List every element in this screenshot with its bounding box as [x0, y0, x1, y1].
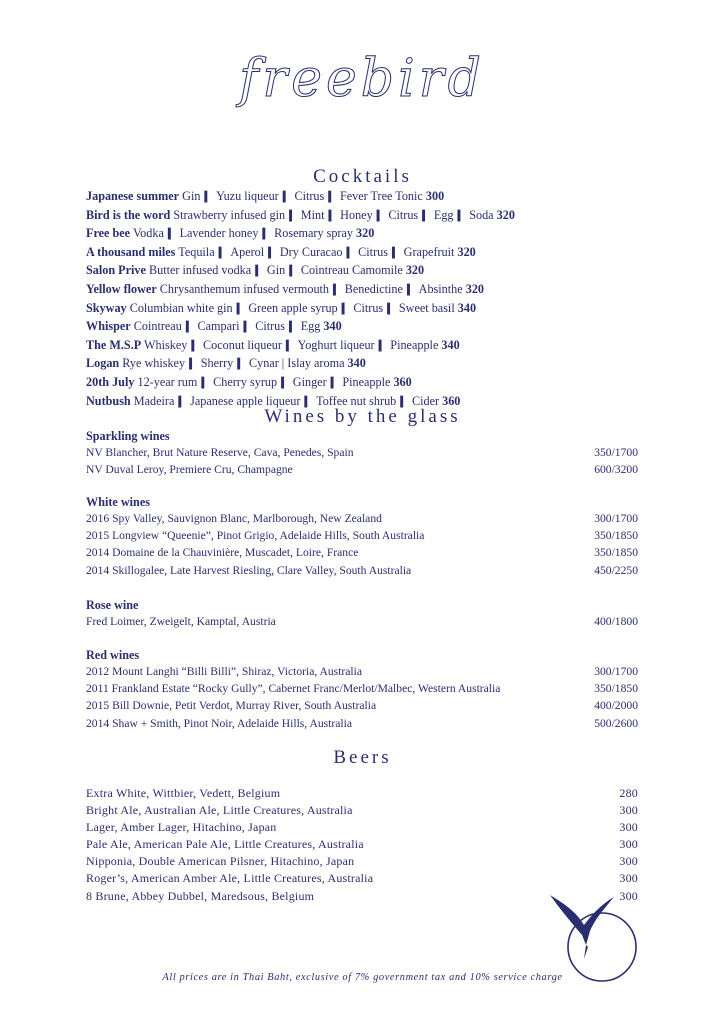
separator-bar-icon: ▍ [391, 247, 400, 259]
cocktail-price: 300 [425, 189, 445, 203]
wine-row [86, 613, 638, 630]
cocktail-ingredient: Absinthe [418, 281, 463, 296]
cocktail-name: Logan [86, 356, 120, 371]
sparkling-wines-list [86, 444, 638, 478]
separator-bar-icon: ▍ [457, 210, 466, 222]
item-price: 300 [619, 888, 638, 903]
cocktails-title: Cocktails [313, 166, 412, 187]
item-name: Fred Loimer, Zweigelt, Kamptal, Austria [86, 615, 276, 628]
cocktail-price: 320 [496, 207, 515, 222]
item-price: 300/1700 [594, 665, 638, 678]
separator-bar-icon: ▍ [282, 192, 291, 203]
wine-row [86, 461, 638, 478]
separator-bar-icon: ▍ [333, 284, 341, 296]
beer-row [86, 802, 638, 819]
white-wines-section [86, 494, 638, 579]
cocktail-ingredient: Cherry syrup [213, 374, 278, 389]
cocktail-item [86, 300, 646, 319]
beer-row [86, 819, 638, 836]
cocktail-item [86, 337, 646, 356]
cocktail-ingredient: Cynar | Islay aroma [248, 356, 345, 371]
logo-wordmark: freebird [239, 49, 485, 109]
cocktail-ingredient: Campari [197, 319, 240, 334]
cocktail-ingredient: Soda [469, 207, 494, 222]
item-name: Nipponia, Double American Pilsner, Hitachino, Japan [86, 854, 355, 869]
cocktail-ingredient: Citrus [255, 319, 285, 334]
item-price: 300/1700 [594, 512, 638, 525]
cocktail-ingredient: Tequila [178, 244, 215, 259]
cocktail-item [86, 188, 646, 207]
cocktail-ingredient: Rosemary spray [274, 226, 353, 241]
cocktail-item [86, 355, 646, 374]
wine-row [86, 527, 638, 544]
cocktail-ingredient: Ginger [292, 374, 327, 389]
sparkling-wines-label: Sparkling wines [86, 429, 170, 443]
cocktail-price: 320 [457, 244, 476, 259]
cocktail-ingredient: Fever Tree Tonic [339, 189, 423, 203]
cocktail-ingredient: Coconut liqueur [203, 337, 282, 352]
wine-row [86, 715, 638, 732]
separator-bar-icon: ▍ [288, 322, 297, 334]
cocktail-name: Nutbush [86, 393, 131, 408]
cocktail-item [86, 374, 646, 393]
separator-bar-icon: ▍ [422, 210, 430, 222]
cocktail-ingredient: Gin [182, 189, 201, 203]
item-name: 2012 Mount Langhi “Billi Billi”, Shiraz, Victoria, Australia [86, 665, 363, 678]
separator-bar-icon: ▍ [167, 229, 176, 241]
cocktail-ingredient: Cointreau [133, 319, 182, 334]
item-name: 2014 Shaw + Smith, Pinot Noir, Adelaide Hills, Australia [86, 716, 352, 730]
cocktail-ingredient: Aperol [230, 244, 265, 259]
cocktail-ingredient: Benedictine [344, 281, 403, 296]
cocktail-ingredient: Sweet basil [398, 300, 455, 315]
cocktail-price: 340 [323, 319, 342, 334]
item-name: 2011 Frankland Estate “Rocky Gully”, Cabernet Franc/Merlot/Malbec, Western Australia [86, 682, 501, 696]
separator-bar-icon: ▍ [201, 377, 210, 389]
cocktail-ingredient: Toffee nut shrub [316, 393, 397, 408]
cocktail-ingredient: Japanese apple liqueur [190, 393, 301, 408]
cocktail-ingredient: Citrus [353, 300, 384, 315]
price-note: All prices are in Thai Baht, exclusive of 7% government tax and 10% service charge [162, 972, 563, 983]
item-price: 600/3200 [594, 463, 638, 477]
cocktail-item [86, 225, 646, 244]
wine-row [86, 544, 638, 561]
rose-wine-label: Rose wine [86, 598, 139, 612]
cocktail-price: 360 [393, 374, 412, 389]
separator-bar-icon: ▍ [191, 340, 200, 352]
item-name: Lager, Amber Lager, Hitachino, Japan [86, 820, 277, 835]
cocktail-ingredient: Sherry [200, 356, 234, 371]
cocktail-name: Salon Prive [86, 263, 146, 278]
cocktail-price: 340 [347, 356, 366, 371]
cocktail-price: 320 [465, 281, 484, 296]
item-price: 500/2600 [594, 716, 638, 730]
rose-wine-list [86, 613, 638, 630]
separator-bar-icon: ▍ [346, 247, 355, 259]
red-wines-label: Red wines [86, 648, 140, 662]
separator-bar-icon: ▍ [237, 359, 245, 371]
wines-title: Wines by the glass [264, 406, 461, 427]
item-price: 350/1700 [594, 446, 638, 459]
cocktail-name: 20th July [86, 374, 135, 389]
cocktail-ingredient: Cider [411, 393, 440, 408]
separator-bar-icon: ▍ [189, 359, 197, 371]
beer-row [86, 853, 638, 870]
item-name: 2015 Bill Downie, Petit Verdot, Murray River, South Australia [86, 699, 377, 713]
cocktail-ingredient: Grapefruit [403, 244, 455, 259]
item-price: 400/2000 [594, 699, 638, 713]
bird-emblem-icon [540, 885, 640, 985]
cocktail-ingredient: Citrus [294, 189, 325, 203]
sparkling-wines-section [86, 428, 638, 478]
cocktail-name: Skyway [86, 300, 127, 315]
item-name: NV Duval Leroy, Premiere Cru, Champagne [86, 463, 293, 477]
cocktail-ingredient: Honey [340, 207, 373, 222]
separator-bar-icon: ▍ [243, 322, 252, 334]
item-price: 350/1850 [594, 546, 638, 560]
separator-bar-icon: ▍ [204, 192, 213, 203]
cocktail-price: 340 [441, 337, 460, 352]
item-name: Extra White, Wittbier, Vedett, Belgium [86, 786, 281, 800]
cocktail-ingredient: Mint [300, 207, 325, 222]
cocktail-ingredient: Vodka [132, 226, 164, 241]
cocktail-ingredient: Madeira [133, 393, 175, 408]
wine-row [86, 444, 638, 461]
wine-row [86, 697, 638, 714]
cocktail-ingredient: Citrus [358, 244, 388, 259]
cocktail-name: Free bee [86, 226, 131, 241]
separator-bar-icon: ▍ [281, 377, 289, 389]
item-name: Pale Ale, American Pale Ale, Little Creatures, Australia [86, 837, 364, 852]
white-wines-list [86, 510, 638, 579]
separator-bar-icon: ▍ [268, 247, 276, 259]
item-price: 280 [619, 786, 638, 800]
cocktail-ingredient: Strawberry infused gin [173, 207, 286, 222]
red-wines-list [86, 663, 638, 732]
cocktail-ingredient: Rye whiskey [122, 356, 186, 371]
cocktail-ingredient: Lavender honey [179, 226, 259, 241]
item-price: 300 [619, 871, 638, 886]
wine-row [86, 562, 638, 579]
separator-bar-icon: ▍ [387, 303, 395, 315]
separator-bar-icon: ▍ [255, 266, 263, 278]
separator-bar-icon: ▍ [400, 396, 408, 408]
separator-bar-icon: ▍ [304, 396, 313, 408]
cocktail-name: The M.S.P [86, 337, 142, 352]
cocktails-list [86, 188, 646, 411]
item-name: NV Blancher, Brut Nature Reserve, Cava, Penedes, Spain [86, 446, 354, 459]
cocktail-ingredient: Whiskey [144, 337, 188, 352]
wine-row [86, 510, 638, 527]
red-wines-section [86, 647, 638, 732]
item-name: Bright Ale, Australian Ale, Little Creatures, Australia [86, 803, 353, 818]
item-price: 400/1800 [594, 615, 638, 628]
cocktail-ingredient: 12-year rum [137, 374, 198, 389]
item-name: 2015 Longview “Queenie”, Pinot Grigio, Adelaide Hills, South Australia [86, 529, 425, 543]
cocktail-item [86, 207, 646, 226]
item-price: 450/2250 [594, 563, 638, 577]
cocktail-item [86, 262, 646, 281]
cocktail-price: 320 [356, 226, 375, 241]
separator-bar-icon: ▍ [378, 340, 387, 352]
cocktail-ingredient: Citrus [388, 207, 419, 222]
separator-bar-icon: ▍ [185, 322, 194, 334]
cocktail-name: A thousand miles [86, 244, 176, 259]
cocktail-ingredient: Columbian white gin [129, 300, 233, 315]
cocktail-name: Yellow flower [86, 281, 157, 296]
freebird-logo [0, 38, 725, 128]
separator-bar-icon: ▍ [406, 284, 415, 296]
cocktail-ingredient: Chrysanthemum infused vermouth [159, 281, 330, 296]
white-wines-label: White wines [86, 495, 150, 509]
item-name: 8 Brune, Abbey Dubbel, Maredsous, Belgium [86, 888, 315, 903]
cocktail-ingredient: Pineapple [342, 374, 391, 389]
separator-bar-icon: ▍ [289, 266, 297, 278]
separator-bar-icon: ▍ [341, 303, 350, 315]
cocktail-ingredient: Yoghurt liqueur [297, 337, 375, 352]
cocktail-price: 360 [442, 393, 461, 408]
separator-bar-icon: ▍ [328, 192, 336, 203]
separator-bar-icon: ▍ [328, 210, 337, 222]
cocktail-ingredient: Green apple syrup [248, 300, 338, 315]
item-price: 350/1850 [594, 682, 638, 696]
item-price: 300 [619, 803, 638, 818]
item-name: 2014 Domaine de la Chauvinière, Muscadet, Loire, France [86, 546, 359, 560]
cocktail-item [86, 318, 646, 337]
separator-bar-icon: ▍ [236, 303, 245, 315]
item-name: 2016 Spy Valley, Sauvignon Blanc, Marlborough, New Zealand [86, 512, 382, 525]
cocktail-ingredient: Butter infused vodka [148, 263, 252, 278]
separator-bar-icon: ▍ [218, 247, 227, 259]
separator-bar-icon: ▍ [376, 210, 385, 222]
separator-bar-icon: ▍ [330, 377, 339, 389]
item-price: 350/1850 [594, 529, 638, 543]
beer-row [86, 785, 638, 802]
separator-bar-icon: ▍ [178, 396, 187, 408]
cocktail-ingredient: Gin [266, 263, 286, 278]
item-price: 300 [619, 837, 638, 852]
item-name: 2014 Skillogalee, Late Harvest Riesling, Clare Valley, South Australia [86, 563, 412, 577]
cocktail-item [86, 244, 646, 263]
beer-row [86, 836, 638, 853]
wine-row [86, 680, 638, 697]
cocktail-item [86, 281, 646, 300]
cocktail-ingredient: Yuzu liqueur [216, 189, 279, 203]
separator-bar-icon: ▍ [285, 340, 294, 352]
cocktail-ingredient: Cointreau Camomile [300, 263, 403, 278]
cocktail-name: Bird is the word [86, 207, 171, 222]
item-price: 300 [619, 854, 638, 869]
item-price: 300 [619, 820, 638, 835]
cocktail-price: 340 [457, 300, 477, 315]
separator-bar-icon: ▍ [289, 210, 297, 222]
cocktail-price: 320 [405, 263, 425, 278]
item-name: Roger’s, American Amber Ale, Little Creatures, Australia [86, 871, 374, 886]
cocktail-ingredient: Egg [300, 319, 321, 334]
cocktail-name: Japanese summer [86, 189, 180, 203]
rose-wine-section [86, 597, 638, 630]
cocktail-name: Whisper [86, 319, 131, 334]
separator-bar-icon: ▍ [262, 229, 271, 241]
wine-row [86, 663, 638, 680]
cocktail-ingredient: Pineapple [390, 337, 439, 352]
cocktail-ingredient: Egg [433, 207, 454, 222]
beers-title: Beers [333, 747, 392, 768]
cocktail-ingredient: Dry Curacao [279, 244, 343, 259]
